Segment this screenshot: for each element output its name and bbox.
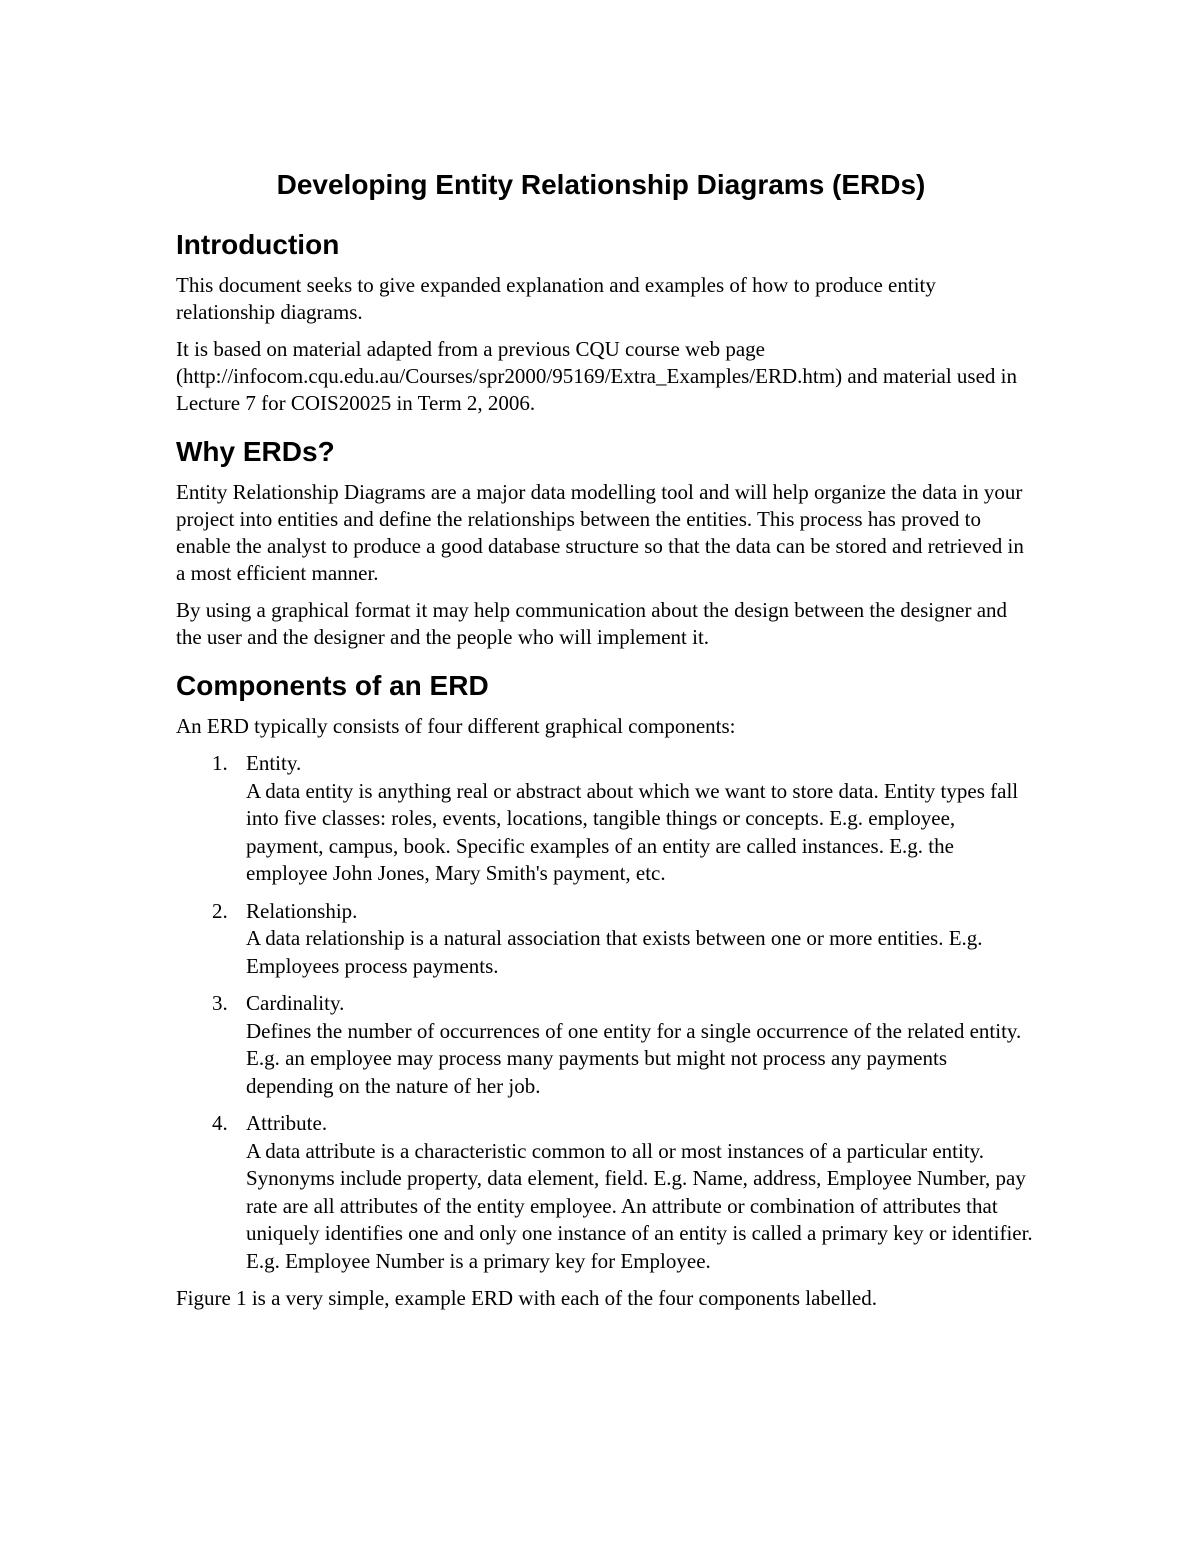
introduction-section xyxy=(176,228,1036,417)
list-item-term: Cardinality. xyxy=(246,991,345,1015)
why-erds-section xyxy=(176,435,1036,651)
list-item-description: A data attribute is a characteristic common to all or most instances of a particular entity. Synonyms include property, data element, field. E.g. Name, address, Employee Number, pay rate are all attributes of the entity employee. An attribute or combination of attributes that uniquely identifies one and only one instance of an entity is called a primary key or identifier. E.g. Employee Number is a primary key for Employee. xyxy=(246,1138,1033,1273)
components-closing: Figure 1 is a very simple, example ERD with each of the four components labelled. xyxy=(176,1286,877,1310)
list-item-term: Relationship. xyxy=(246,898,358,923)
list-item xyxy=(176,750,1036,888)
components-section xyxy=(176,669,1036,1312)
why-erds-heading: Why ERDs? xyxy=(176,436,335,467)
list-item-number: 2. xyxy=(212,898,228,923)
list-item xyxy=(176,990,1036,1100)
introduction-paragraph-2: It is based on material adapted from a previous CQU course web page (http://infocom.cqu.edu.au/Courses/spr2000/95169/Extra_Examples/ERD.htm) and material used in Lecture 7 for COIS20025 in Term 2, 2006. xyxy=(176,337,1018,415)
document-page xyxy=(176,166,1036,1322)
list-item-number: 4. xyxy=(212,1111,228,1135)
components-heading: Components of an ERD xyxy=(176,670,489,701)
list-item-number: 1. xyxy=(212,751,228,775)
components-list xyxy=(176,750,1036,1275)
introduction-paragraph-1: This document seeks to give expanded explanation and examples of how to produce entity relationship diagrams. xyxy=(176,273,936,324)
list-item xyxy=(176,898,1036,981)
document-title: Developing Entity Relationship Diagrams (ERDs) xyxy=(276,169,926,200)
why-erds-paragraph-1: Entity Relationship Diagrams are a major data modelling tool and will help organize the data in your project into entities and define the relationships between the entities. This process has proved to enable the analyst to produce a good database structure so that the data can be stored and retrieved in a most efficient manner. xyxy=(176,480,1024,585)
list-item-term: Entity. xyxy=(246,751,302,775)
list-item-description: A data relationship is a natural association that exists between one or more entities. E.g. Employees process payments. xyxy=(246,926,983,978)
components-lead: An ERD typically consists of four different graphical components: xyxy=(176,714,736,738)
list-item xyxy=(176,1110,1036,1275)
list-item-number: 3. xyxy=(212,991,228,1015)
introduction-heading: Introduction xyxy=(176,229,340,260)
list-item-description: Defines the number of occurrences of one entity for a single occurrence of the related entity. E.g. an employee may process many payments but might not process any payments depending on the nature of her job. xyxy=(246,1018,1022,1098)
list-item-term: Attribute. xyxy=(246,1111,328,1135)
list-item-description: A data entity is anything real or abstract about which we want to store data. Entity types fall into five classes: roles, events, locations, tangible things or concepts. E.g. employee, payment, campus, book. Specific examples of an entity are called instances. E.g. the employee John Jones, Mary Smith's payment, etc. xyxy=(246,778,1019,885)
why-erds-paragraph-2: By using a graphical format it may help communication about the design between the designer and the user and the designer and the people who will implement it. xyxy=(176,598,1008,649)
